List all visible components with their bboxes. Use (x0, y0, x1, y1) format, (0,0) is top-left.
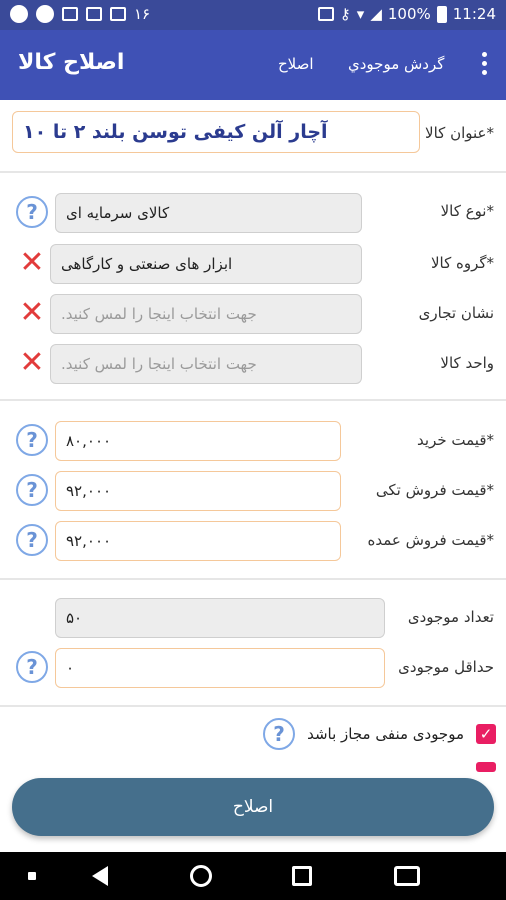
unit-label: واحد کالا (440, 354, 494, 372)
screen-rotate-icon[interactable] (394, 866, 420, 886)
stock-turnover-action[interactable]: گردش موجودي (348, 55, 445, 73)
wholesale-price-input[interactable]: ۹۲,۰۰۰ (55, 521, 341, 561)
section-divider (0, 578, 506, 580)
wholesale-price-label: قیمت فروش عمده* (367, 531, 494, 549)
allow-negative-label: موجودی منفی مجاز باشد (307, 725, 464, 743)
product-group-select[interactable]: ابزار های صنعتی و کارگاهی (50, 244, 362, 284)
more-vert-icon[interactable] (482, 52, 488, 78)
status-bar (0, 0, 506, 30)
home-icon[interactable] (190, 865, 212, 887)
wifi-icon: ▾ (356, 5, 365, 23)
help-icon[interactable]: ? (263, 718, 295, 750)
clear-brand-icon[interactable]: ✕ (19, 295, 45, 330)
brand-select[interactable]: جهت انتخاب اینجا را لمس کنید. (50, 294, 362, 334)
section-divider (0, 171, 506, 173)
section-divider (0, 705, 506, 707)
vibrate-icon (318, 7, 334, 21)
help-icon[interactable]: ? (16, 424, 48, 456)
brand-label: نشان تجاری (418, 304, 494, 322)
clear-group-icon[interactable]: ✕ (19, 245, 45, 280)
checkbox-partial[interactable] (476, 762, 496, 772)
unit-select[interactable]: جهت انتخاب اینجا را لمس کنید. (50, 344, 362, 384)
allow-negative-checkbox[interactable]: ✓ (476, 724, 496, 744)
product-type-select[interactable]: کالای سرمایه ای (55, 193, 362, 233)
navigation-bar (0, 852, 506, 900)
back-icon[interactable] (92, 866, 108, 886)
help-icon[interactable]: ? (16, 474, 48, 506)
page-title: اصلاح کالا (18, 50, 125, 75)
purchase-price-input[interactable]: ۸۰,۰۰۰ (55, 421, 341, 461)
product-title-label: عنوان کالا* (425, 124, 494, 142)
stock-count-label: تعداد موجودی (407, 608, 494, 626)
min-stock-input[interactable]: ۰ (55, 648, 385, 688)
product-title-input[interactable]: آچار آلن کیفی توسن بلند ۲ تا ۱۰ (12, 111, 420, 153)
recent-apps-icon[interactable] (292, 866, 312, 886)
product-type-label: نوع کالا* (440, 202, 494, 220)
telegram-icon (36, 5, 54, 23)
gallery-icon (62, 7, 78, 21)
key-icon: ⚷ (339, 5, 351, 23)
section-divider (0, 399, 506, 401)
notification-count: ۱۶ (134, 5, 151, 23)
purchase-price-label: قیمت خرید* (417, 431, 494, 449)
square-dot-icon[interactable] (28, 872, 36, 880)
submit-button[interactable]: اصلاح (12, 778, 494, 836)
clear-unit-icon[interactable]: ✕ (19, 345, 45, 380)
help-icon[interactable]: ? (16, 651, 48, 683)
signal-icon: ◢ (370, 5, 382, 23)
help-icon[interactable]: ? (16, 524, 48, 556)
min-stock-label: حداقل موجودی (398, 658, 494, 676)
product-group-label: گروه کالا* (430, 254, 494, 272)
edit-action[interactable]: اصلاح (278, 55, 314, 73)
stock-count-field: ۵۰ (55, 598, 385, 638)
retail-price-label: قیمت فروش تکی* (375, 481, 494, 499)
help-icon[interactable]: ? (16, 196, 48, 228)
battery-percent: 100% (387, 5, 431, 23)
clock: 11:24 (452, 5, 496, 23)
battery-icon (437, 6, 447, 23)
chart-icon (110, 7, 126, 21)
retail-price-input[interactable]: ۹۲,۰۰۰ (55, 471, 341, 511)
app-bar (0, 30, 506, 100)
hotspot-icon (86, 7, 102, 21)
notification-icon (10, 5, 28, 23)
